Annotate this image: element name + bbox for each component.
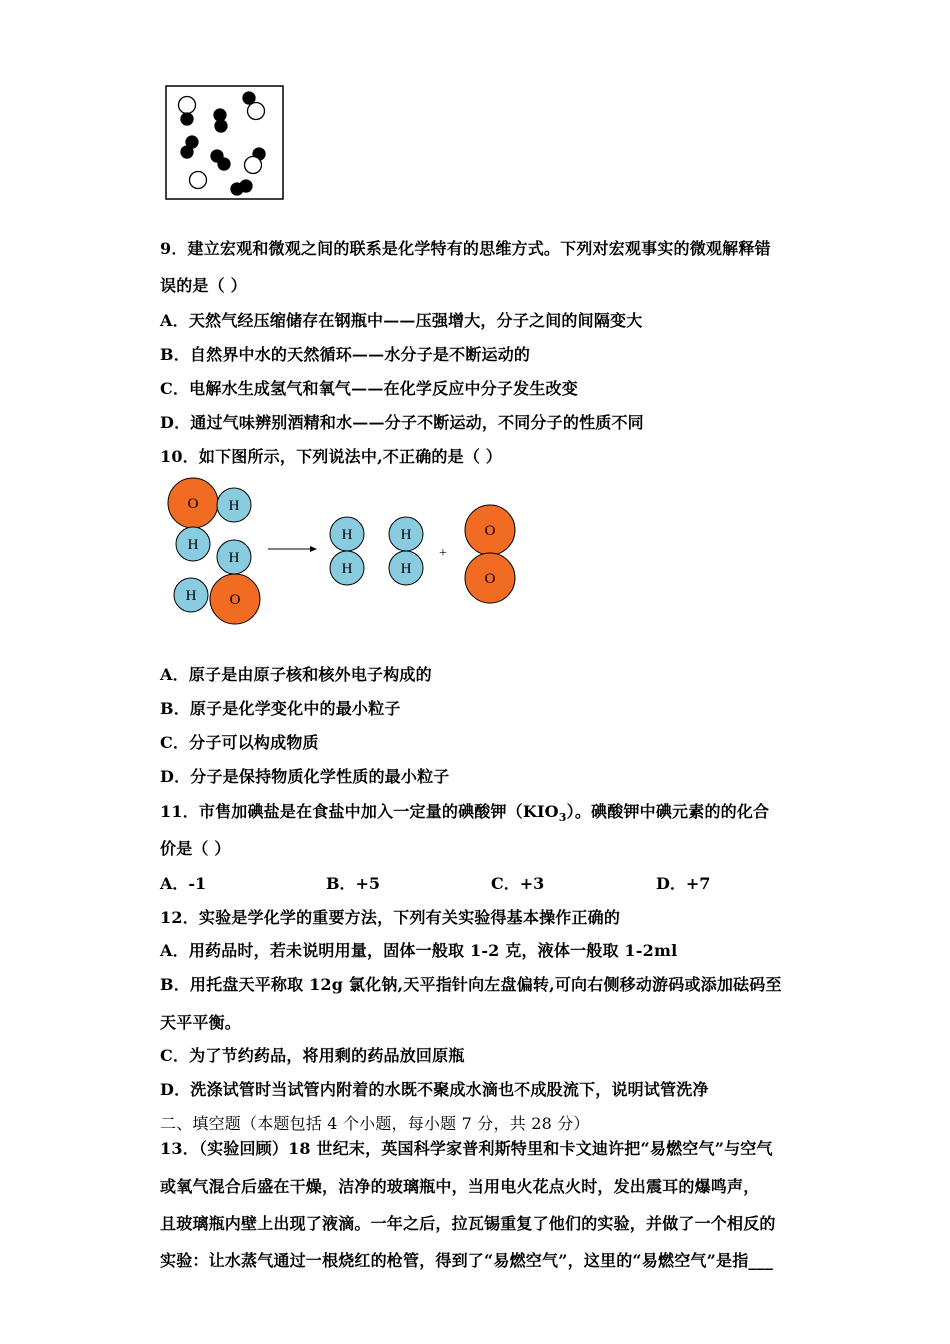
q11-option-a: A．-1: [160, 874, 207, 893]
atom-label: O: [484, 523, 496, 539]
section-2-title: 二、填空题（本题包括 4 个小题，每小题 7 分，共 28 分）: [160, 1114, 590, 1133]
black-particle: [240, 180, 252, 192]
atom-label: H: [341, 527, 353, 543]
q12-option-d: D．洗涤试管时当试管内附着的水既不聚成水滴也不成股流下，说明试管洗净: [160, 1080, 709, 1099]
particle-box-figure: [160, 80, 290, 205]
q9-option-a: A．天然气经压缩储存在钢瓶中——压强增大，分子之间的间隔变大: [160, 311, 643, 330]
q10-option-d: D．分子是保持物质化学性质的最小粒子: [160, 767, 450, 786]
atom-label: H: [341, 561, 353, 577]
q11-stem-pre: 11．市售加碘盐是在食盐中加入一定量的碘酸钾（KIO: [160, 802, 559, 821]
black-particle: [181, 113, 193, 125]
q9-option-d: D．通过气味辨别酒精和水——分子不断运动，不同分子的性质不同: [160, 413, 644, 432]
reaction-arrow-head: [310, 546, 317, 552]
atom-label: H: [187, 537, 199, 553]
white-particle: [179, 97, 196, 114]
q12-option-b-line2: 天平平衡。: [160, 1013, 242, 1032]
atom-label: H: [400, 527, 412, 543]
q13-line3: 且玻璃瓶内壁上出现了液滴。一年之后，拉瓦锡重复了他们的实验，并做了一个相反的: [160, 1214, 776, 1233]
q11-subscript: 3: [558, 811, 567, 825]
q12-option-a: A．用药品时，若未说明用量，固体一般取 1-2 克，液体一般取 1-2ml: [160, 941, 678, 960]
q11-stem-line1: [160, 799, 769, 824]
q9-stem-line2: 误的是（ ）: [160, 276, 247, 295]
q12-stem: 12．实验是学化学的重要方法，下列有关实验得基本操作正确的: [160, 908, 621, 927]
q10-stem: 10．如下图所示，下列说法中,不正确的是（ ）: [160, 447, 503, 466]
white-particle: [245, 157, 262, 174]
q11-option-b: B．+5: [326, 874, 381, 893]
q9-option-c: C．电解水生成氢气和氧气——在化学反应中分子发生改变: [160, 379, 578, 398]
atom-label: H: [228, 498, 240, 514]
q11-option-c: C．+3: [491, 874, 545, 893]
atom-label: H: [228, 550, 240, 566]
q12-option-b-line1: B．用托盘天平称取 12g 氯化钠,天平指针向左盘偏转,可向右侧移动游码或添加砝码至: [160, 975, 782, 994]
q10-option-a: A．原子是由原子核和核外电子构成的: [160, 665, 432, 684]
q12-option-c: C．为了节约药品，将用剩的药品放回原瓶: [160, 1046, 465, 1065]
q11-stem-line2: 价是（ ）: [160, 839, 231, 858]
black-particle: [214, 109, 226, 121]
black-particle: [218, 158, 230, 170]
plus-sign: +: [439, 546, 447, 561]
black-particle: [243, 92, 255, 104]
black-particle: [215, 120, 227, 132]
q13-line2: 或氧气混合后盛在干燥，洁净的玻璃瓶中，当用电火花点火时，发出震耳的爆鸣声，: [160, 1177, 760, 1196]
atom-label: O: [484, 571, 496, 587]
particle-group: [179, 92, 266, 195]
black-particle: [181, 146, 193, 158]
white-particle: [190, 172, 207, 189]
atom-label: H: [400, 561, 412, 577]
q11-stem-post: ）。碘酸钾中碘元素的的化合: [566, 802, 770, 821]
q10-option-c: C．分子可以构成物质: [160, 733, 319, 752]
q10-option-b: B．原子是化学变化中的最小粒子: [160, 699, 401, 718]
water-electrolysis-figure: [160, 476, 540, 626]
white-particle: [248, 103, 265, 120]
q13-line1: 13．（实验回顾）18 世纪末，英国科学家普利斯特里和卡文迪许把“易燃空气”与空气: [160, 1139, 773, 1158]
q11-option-d: D．+7: [656, 874, 711, 893]
q9-stem-line1: 9．建立宏观和微观之间的联系是化学特有的思维方式。下列对宏观事实的微观解释错: [160, 239, 771, 258]
atom-label: O: [187, 496, 199, 512]
q9-option-b: B．自然界中水的天然循环——水分子是不断运动的: [160, 345, 531, 364]
atom-label: O: [229, 592, 241, 608]
q13-line4: 实验：让水蒸气通过一根烧红的枪管，得到了“易燃空气”，这里的“易燃空气”是指___: [160, 1251, 774, 1270]
atom-label: H: [185, 588, 197, 604]
